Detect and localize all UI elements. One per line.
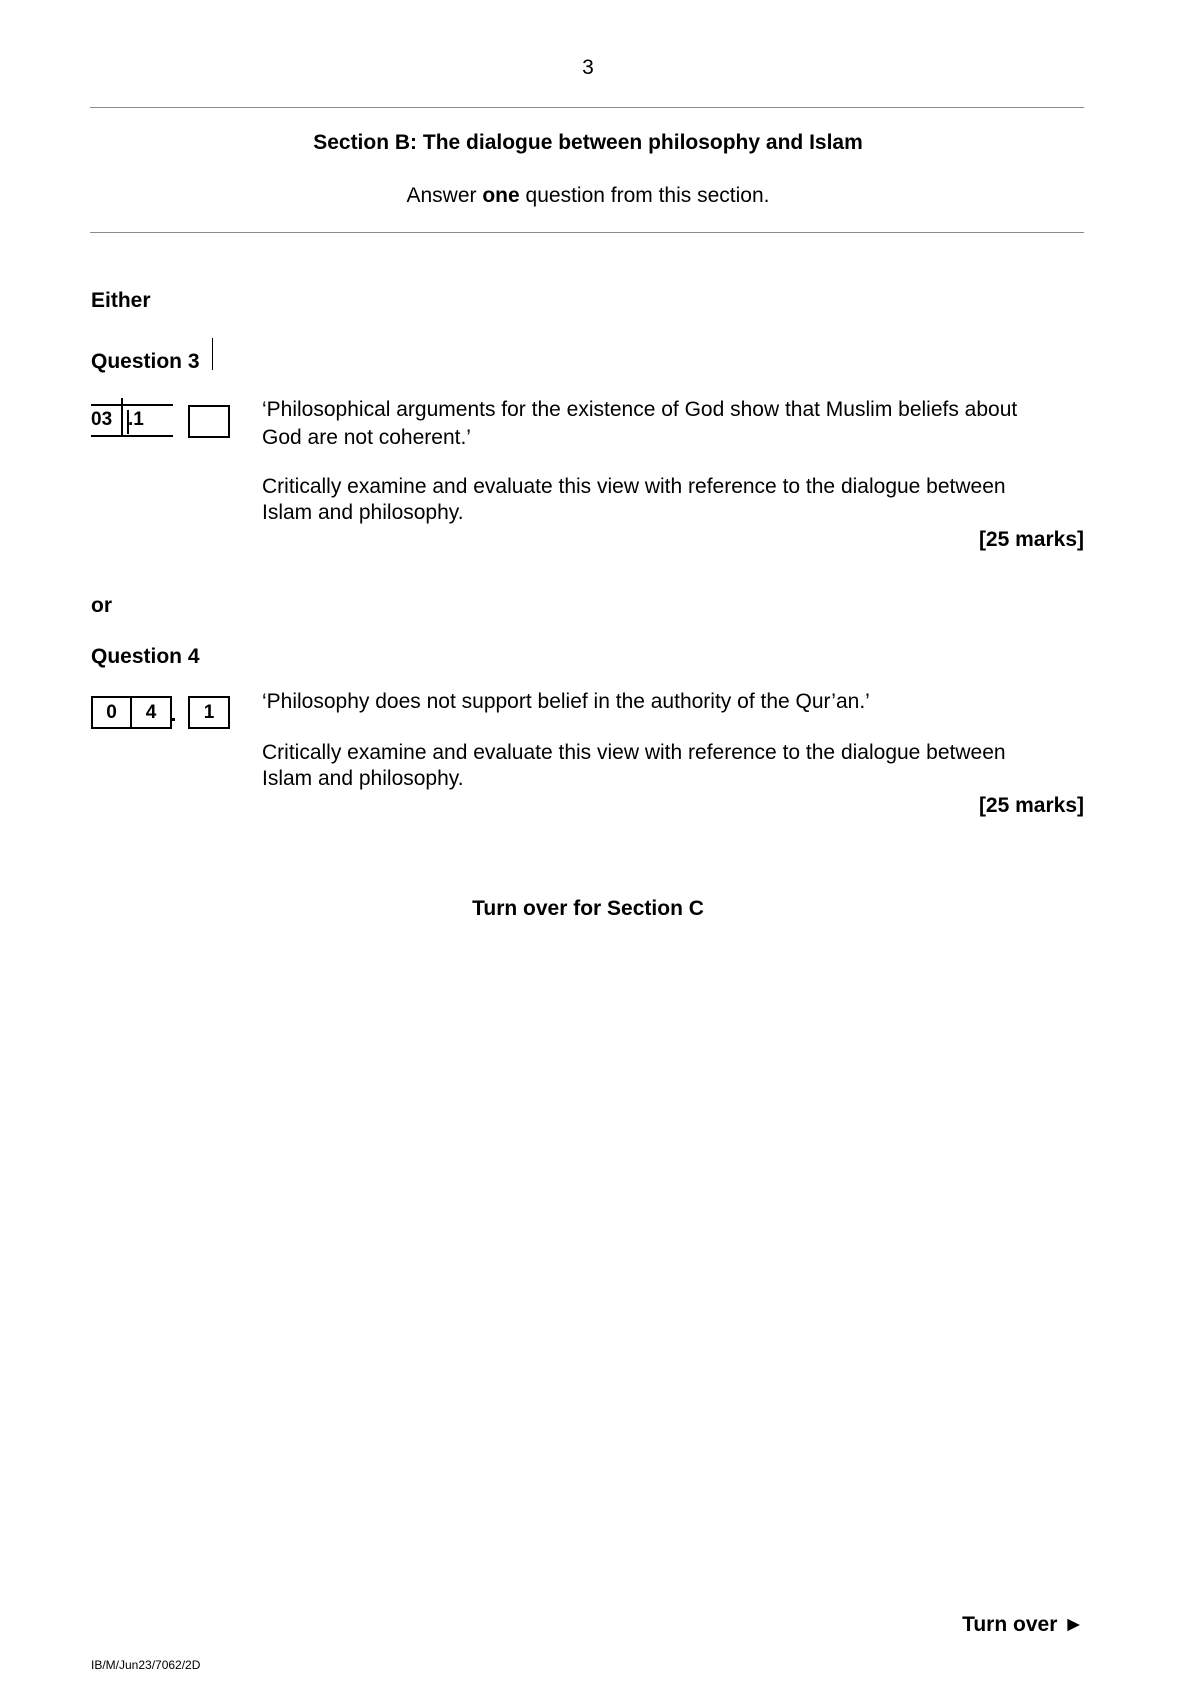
instruction-text-start: Answer [406,184,483,207]
instruction-text-bold: one [482,184,520,207]
turn-over-section-c: Turn over for Section C [472,897,704,920]
question-3-part-box [188,405,230,438]
q4-box-digit-2: 4 [130,696,172,729]
instruction-text-end: question from this section. [519,184,770,207]
footer-code: IB/M/Jun23/7062/2D [91,1658,201,1672]
or-label: or [91,594,112,617]
question-3-marks: [25 marks] [978,528,1084,551]
q3-instruction-line-2: Islam and philosophy. [262,501,464,524]
text-cursor-mark [212,338,213,370]
q3-box-bottom-line [91,435,173,437]
question-4-marks: [25 marks] [978,794,1084,817]
question-3-heading: Question 3 [91,350,200,373]
q3-quote-line-1: ‘Philosophical arguments for the existence of God show that Muslim beliefs about [262,398,1018,421]
section-title: Section B: The dialogue between philosophy and Islam [313,131,863,154]
q3-box-top-line [91,404,173,406]
question-3-quote [262,396,1084,452]
question-3-number-box [91,404,173,438]
q3-box-divider [121,398,123,436]
q3-box-number: 03 [91,409,113,430]
q3-quote-line-2: God are not coherent.’ [262,426,471,449]
section-divider [90,232,1084,233]
question-4-quote: ‘Philosophy does not support belief in the authority of the Qur’an.’ [262,690,870,713]
q3-instruction-line-1: Critically examine and evaluate this view with reference to the dialogue between [262,475,1006,498]
either-label: Either [91,289,151,312]
q3-box-part: .1 [128,409,144,430]
q4-instruction-line-2: Islam and philosophy. [262,767,464,790]
q4-instruction-line-1: Critically examine and evaluate this view with reference to the dialogue between [262,741,1006,764]
q4-box-separator-dot [172,718,175,721]
q4-box-digit-1: 0 [91,696,132,729]
page-number: 3 [582,56,594,79]
top-divider [90,107,1084,108]
q4-box-part: 1 [188,696,230,729]
section-instruction [0,184,1176,208]
question-3-instruction [262,474,1084,526]
question-4-instruction [262,740,1084,792]
question-4-heading: Question 4 [91,645,200,668]
turn-over-label: Turn over ► [962,1613,1084,1636]
